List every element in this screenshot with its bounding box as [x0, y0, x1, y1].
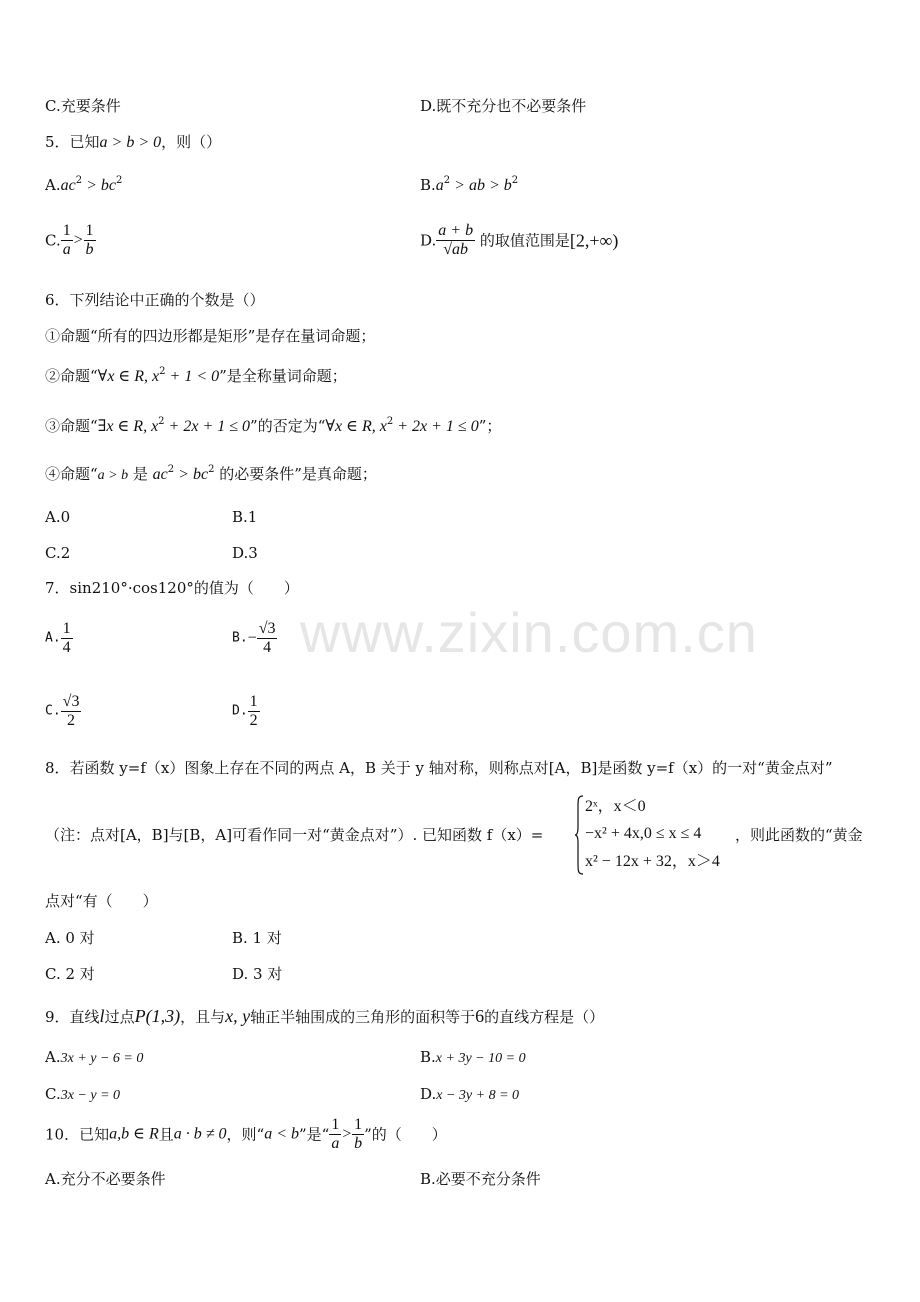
q4-option-c: C.充要条件 [45, 97, 121, 115]
exponent: 2 [159, 366, 166, 377]
q8-case-3: x² − 12x + 32，x＞4 [585, 853, 720, 870]
math: x, y [225, 1006, 251, 1026]
numerator: 1 [331, 1116, 340, 1133]
equation: 3x − y = 0 [60, 1088, 121, 1103]
q7-stem: 7．sin210°·cos120°的值为（ ） [45, 579, 299, 597]
q5-option-a [45, 175, 122, 196]
denominator: 4 [263, 639, 272, 656]
exponent: 2 [167, 464, 175, 475]
option-label: A. [45, 1048, 61, 1066]
fraction [329, 1116, 341, 1153]
q7-option-a [45, 620, 73, 666]
q5-tail: ，则（） [161, 133, 222, 151]
q5-option-b [420, 175, 518, 196]
exponent: 2 [208, 464, 215, 475]
q8-option-c: C. 2 对 [45, 965, 95, 983]
denominator: a [62, 241, 71, 258]
fraction [61, 693, 82, 730]
math: ∃x ∈ R, x [97, 418, 159, 435]
text: 轴正半轴围成的三角形的面积等于 [250, 1008, 476, 1026]
text: ③命题“ [45, 417, 98, 435]
option-label: A. [45, 176, 61, 194]
q6-statement-1: ①命题“所有的四边形都是矩形”是存在量词命题； [45, 327, 376, 345]
piecewise-brace-icon [574, 795, 584, 875]
expr: a [435, 177, 444, 194]
q8-line-1: 8．若函数 y=f（x）图象上存在不同的两点 A，B 关于 y 轴对称，则称点对[A，B]是函数 y=f（x）的一对“黄金点对” [45, 759, 833, 777]
option-label: D. [420, 1085, 437, 1103]
q8-option-a: A. 0 对 [45, 929, 95, 947]
text: 的必要条件”是真命题； [214, 465, 377, 483]
text: ②命题“ [45, 367, 98, 385]
option-label: D. [232, 703, 248, 719]
text: 10．已知 [45, 1125, 110, 1144]
fraction [61, 222, 73, 259]
q9-stem [45, 1006, 604, 1027]
q6-option-d: D.3 [232, 544, 258, 562]
math: ∀x ∈ R, x [97, 368, 160, 385]
q6-stem: 6．下列结论中正确的个数是（） [45, 291, 265, 309]
q6-option-c: C.2 [45, 544, 71, 562]
denominator: 2 [67, 712, 76, 729]
text: 是 [128, 465, 153, 483]
q6-option-a: A.0 [45, 508, 71, 526]
q4-option-d: D.既不充分也不必要条件 [420, 97, 587, 115]
denominator: b [85, 241, 94, 258]
option-label: C. [45, 1085, 61, 1103]
q8-line-3: 点对“有（ ） [45, 892, 158, 910]
q9-option-c [45, 1084, 120, 1106]
q6-statement-3 [45, 416, 501, 437]
q7-option-d [232, 693, 260, 739]
math: a · b ≠ 0 [173, 1125, 227, 1143]
option-label: D. [420, 231, 437, 250]
math: bc [192, 466, 209, 483]
numerator: √3 [258, 620, 276, 637]
fraction [61, 620, 73, 657]
q6-statement-4 [45, 464, 377, 486]
text: 的直线方程是（） [484, 1008, 605, 1026]
q7-option-c [45, 693, 81, 739]
q5-option-d [420, 222, 618, 270]
math: > [174, 466, 193, 483]
watermark: www.zixin.com.cn [300, 601, 758, 664]
q5-condition: a > b > 0 [99, 134, 162, 151]
exponent: 2 [386, 416, 394, 427]
text: 且 [158, 1125, 174, 1144]
exponent: 2 [116, 175, 123, 186]
q9-option-b [420, 1047, 526, 1069]
operator: > [341, 1125, 353, 1143]
operator: > [82, 177, 101, 194]
denominator: 4 [62, 639, 71, 656]
fraction [257, 620, 278, 657]
fraction [436, 222, 475, 259]
q7-option-b [232, 620, 277, 666]
text: ”的（ ） [364, 1125, 447, 1144]
math: ac [152, 466, 168, 483]
fraction [84, 222, 96, 259]
exponent: 2 [443, 175, 451, 186]
numerator: 1 [62, 222, 71, 239]
q10-stem [45, 1116, 447, 1162]
q8-case-1: 2ˣ，x＜0 [585, 798, 646, 815]
math: l [99, 1006, 105, 1026]
math: a > b [97, 468, 129, 483]
numerator: √3 [62, 693, 80, 710]
math: ∀x ∈ R, x [325, 418, 387, 435]
numerator: 1 [85, 222, 94, 239]
equation: x − 3y + 8 = 0 [436, 1088, 520, 1103]
text: ，且与 [180, 1008, 226, 1026]
option-label: B. [420, 176, 436, 194]
q10-option-a: A.充分不必要条件 [45, 1170, 166, 1188]
option-label: C. [45, 231, 61, 250]
q9-option-d [420, 1084, 519, 1106]
math: P(1,3) [134, 1006, 181, 1026]
range-value: [2,+∞) [569, 230, 619, 251]
q8-line-2-pre: （注：点对[A，B]与[B，A]可看作同一对“黄金点对”）. 已知函数 f（x）= [45, 826, 544, 844]
exponent: 2 [511, 175, 519, 186]
exponent: 2 [75, 175, 83, 186]
q8-line-2-post: ，则此函数的“黄金 [735, 826, 863, 844]
operator: > [72, 231, 84, 249]
text: ”是“ [298, 1125, 330, 1144]
fraction [248, 693, 260, 730]
math: + 1 < 0 [165, 368, 220, 385]
q8-option-d: D. 3 对 [232, 965, 283, 983]
q5-number: 5．已知 [45, 133, 100, 151]
option-label: A. [45, 630, 61, 646]
q6-statement-2 [45, 366, 347, 387]
expr: bc [100, 177, 116, 194]
equation: 3x + y − 6 = 0 [60, 1051, 144, 1066]
range-text: 的取值范围是 [475, 231, 570, 250]
option-label: B. [232, 630, 248, 646]
denominator: b [354, 1135, 363, 1152]
q5-stem [45, 132, 221, 153]
math: + 2x + 1 ≤ 0 [164, 418, 251, 435]
numerator: 1 [354, 1116, 363, 1133]
expr: ac [60, 177, 76, 194]
text: ④命题“ [45, 465, 98, 483]
math: 6 [475, 1006, 485, 1026]
math: a < b [264, 1125, 299, 1143]
fraction [352, 1116, 364, 1153]
equation: x + 3y − 10 = 0 [435, 1051, 526, 1066]
denominator: a [331, 1135, 340, 1152]
option-label: C. [45, 703, 61, 719]
q9-option-a [45, 1047, 143, 1069]
text: 过点 [104, 1008, 135, 1026]
numerator: 1 [62, 620, 71, 637]
text: ”； [478, 417, 502, 435]
q8-case-2: −x² + 4x,0 ≤ x ≤ 4 [585, 825, 702, 842]
numerator: a + b [438, 222, 474, 239]
option-label: B. [420, 1048, 436, 1066]
text: ，则“ [226, 1125, 265, 1144]
exponent: 2 [158, 416, 165, 427]
text: ”是全称量词命题； [219, 367, 347, 385]
numerator: 1 [249, 693, 258, 710]
q10-option-b: B.必要不充分条件 [420, 1170, 541, 1188]
q8-option-b: B. 1 对 [232, 929, 282, 947]
q5-option-c [45, 222, 96, 270]
math: + 2x + 1 ≤ 0 [393, 418, 479, 435]
math: a,b ∈ R [109, 1125, 159, 1143]
text: 9．直线 [45, 1008, 100, 1026]
denominator: 2 [249, 712, 258, 729]
q6-option-b: B.1 [232, 508, 258, 526]
minus-sign: − [247, 629, 257, 647]
denominator: √ab [443, 241, 469, 258]
expr: > ab > b [450, 177, 512, 194]
text: ”的否定为“ [250, 417, 326, 435]
